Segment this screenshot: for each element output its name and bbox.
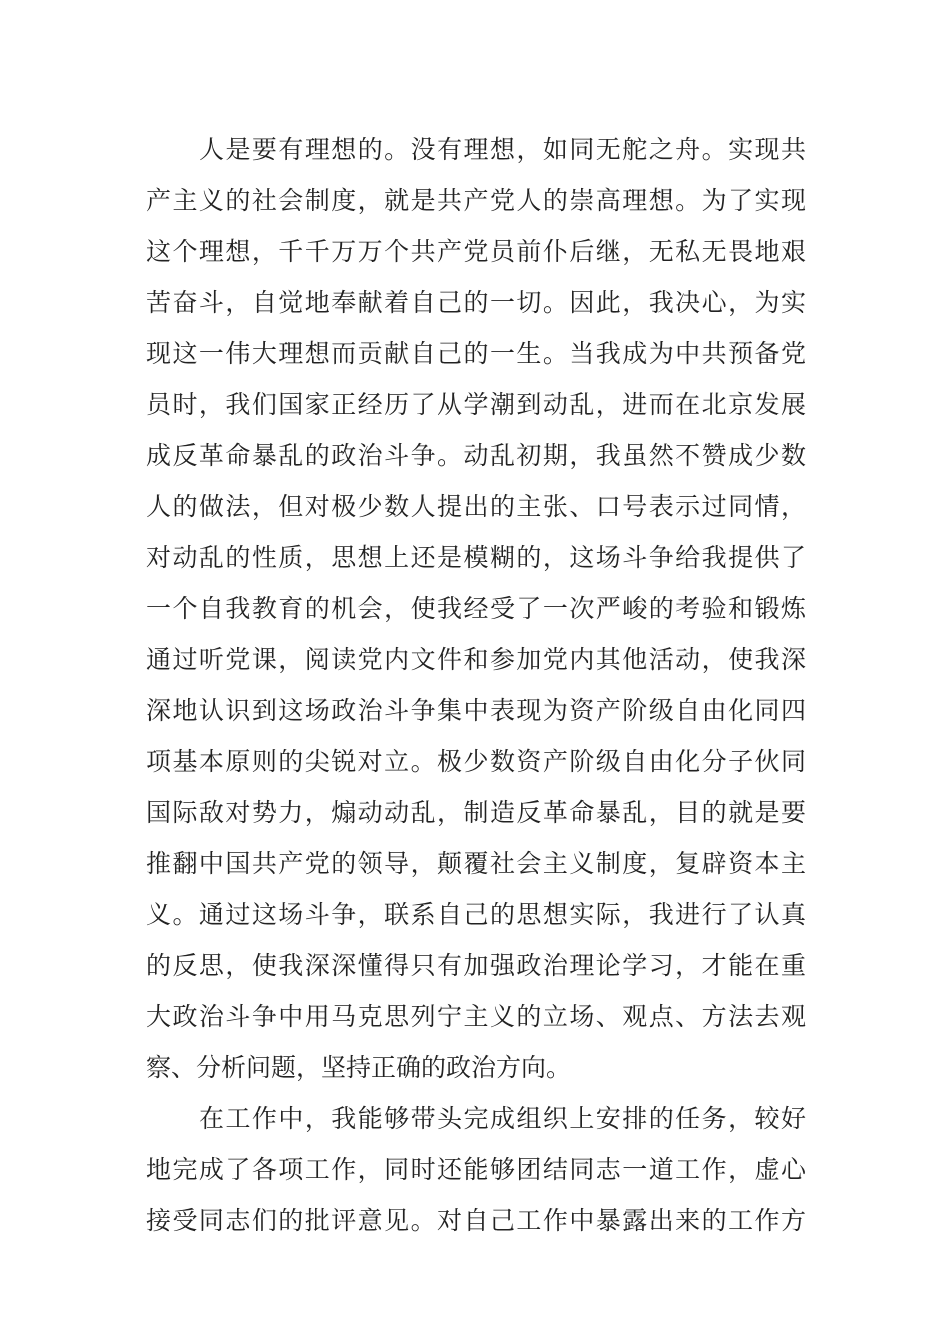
text-line: 国际敌对势力，煽动动乱，制造反革命暴乱，目的就是要 xyxy=(146,798,806,827)
text-line: 现这一伟大理想而贡献自己的一生。当我成为中共预备党 xyxy=(146,339,806,368)
text-line: 在工作中，我能够带头完成组织上安排的任务，较好 xyxy=(199,1104,806,1133)
text-line: 接受同志们的批评意见。对自己工作中暴露出来的工作方 xyxy=(146,1206,806,1235)
text-line: 人的做法，但对极少数人提出的主张、口号表示过同情， xyxy=(146,492,806,521)
text-line: 义。通过这场斗争，联系自己的思想实际，我进行了认真 xyxy=(146,900,806,929)
document-body xyxy=(146,124,806,1246)
text-line: 通过听党课，阅读党内文件和参加党内其他活动，使我深 xyxy=(146,645,806,674)
text-line: 成反革命暴乱的政治斗争。动乱初期，我虽然不赞成少数 xyxy=(146,441,806,470)
text-line: 对动乱的性质，思想上还是模糊的，这场斗争给我提供了 xyxy=(146,543,806,572)
text-line: 地完成了各项工作，同时还能够团结同志一道工作，虚心 xyxy=(146,1155,806,1184)
text-line: 苦奋斗，自觉地奉献着自己的一切。因此，我决心，为实 xyxy=(146,288,806,317)
text-line: 产主义的社会制度，就是共产党人的崇高理想。为了实现 xyxy=(146,186,806,215)
text-line: 深地认识到这场政治斗争集中表现为资产阶级自由化同四 xyxy=(146,696,806,725)
text-line: 员时，我们国家正经历了从学潮到动乱，进而在北京发展 xyxy=(146,390,806,419)
paragraph-work xyxy=(146,1093,806,1246)
text-line: 的反思，使我深深懂得只有加强政治理论学习，才能在重 xyxy=(146,951,806,980)
text-line: 项基本原则的尖锐对立。极少数资产阶级自由化分子伙同 xyxy=(146,747,806,776)
text-line: 推翻中国共产党的领导，颠覆社会主义制度，复辟资本主 xyxy=(146,849,806,878)
text-line: 大政治斗争中用马克思列宁主义的立场、观点、方法去观 xyxy=(146,1002,806,1031)
paragraph-ideals xyxy=(146,124,806,1093)
text-line: 一个自我教育的机会，使我经受了一次严峻的考验和锻炼 xyxy=(146,594,806,623)
text-line: 这个理想，千千万万个共产党员前仆后继，无私无畏地艰 xyxy=(146,237,806,266)
text-line: 察、分析问题，坚持正确的政治方向。 xyxy=(146,1053,572,1082)
text-line: 人是要有理想的。没有理想，如同无舵之舟。实现共 xyxy=(199,135,806,164)
